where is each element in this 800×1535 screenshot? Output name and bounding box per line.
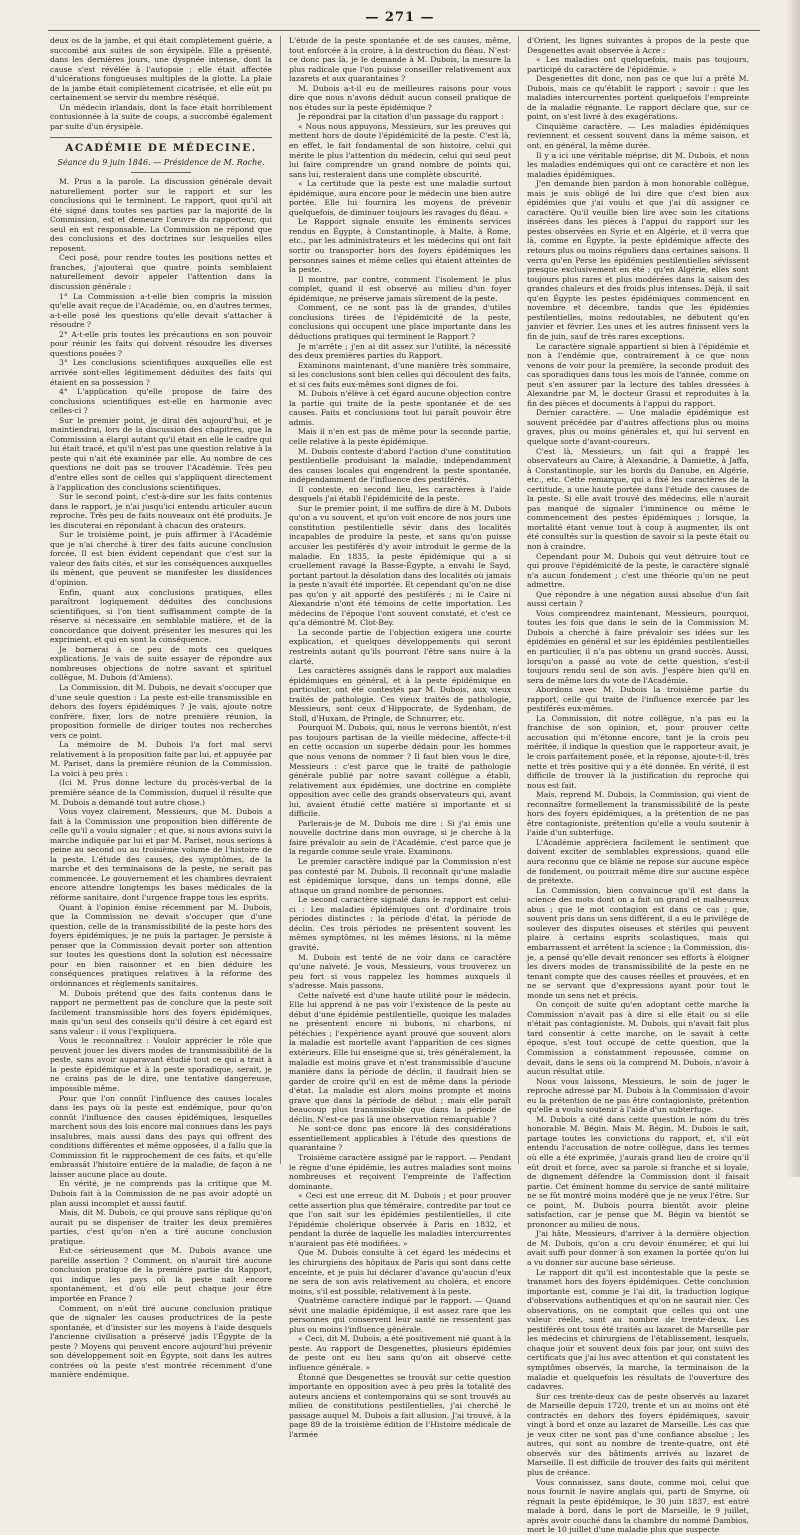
paragraph: Vous connaissez, sans doute, comme moi, celui que nous fournit le navire anglais qui, parti de Smyrne, où régnait la peste épidémique, le 30 juin 1837, est entré malade à bord, dans le port de Marseille, le 9 juillet, après avoir couché dans la chambre du nommé Dambios, mort le 10 juillet d'une maladie plus que suspecte [527, 1477, 749, 1535]
paragraph: Étonné que Desgenettes se trouvât sur cette question importante en opposition avec à peu près la totalité des auteurs anciens et contemporains qui se sont trouvés au milieu de constitutions pestilentielles, j'ai cherché le passage auquel M. Dubois a fait allusion. J'ai trouvé, à la page 89 de la troisième édition de l'Histoire médicale de l'armée [289, 1372, 511, 1439]
paragraph: (Ici M. Prus donne lecture du procès-verbal de la première séance de la Commission, duquel il résulte que M. Dubois a demandé tout autre chose.) [50, 778, 272, 807]
paragraph: Sur le premier point, je dirai dès aujourd'hui, et je maintiendrai, lors de la discussion des chapitres, que la Commission a élargi autant qu'il était en elle le cadre qui lui était tracé, et qu'il n'est pas une question relative à la peste qui n'ait été examinée par elle. Au nombre de ces questions ne doit pas se trouver l'Académie. Très peu d'entre elles sont de celles qui s'appliquent directement à l'application des conclusions scientifiques. [50, 415, 272, 492]
paragraph: Enfin, quant aux conclusions pratiques, elles paraîtront logiquement déduites des conclusions scientifiques, si l'on tient suffisamment compte de la réserve si nécessaire en semblable matière, et de la concordance que doivent présenter les mesures qui les expriment, et qui en sont la conséquence. [50, 587, 272, 645]
paragraph: d'Orient, les lignes suivantes à propos de la peste que Desgenettes avait observée à Acre : [527, 36, 749, 55]
header-rule [48, 30, 760, 31]
paragraph: L'étude de la peste spontanée et de ses causes, même, tout enforcée à la croire, à la destruction du fléau. N'est-ce donc pas là, je le demande à M. Dubois, la mesure la plus radicale que l'on puisse conseiller relativement aux lazarets et aux quarantaines ? [289, 36, 511, 84]
paragraph: On conçoit de suite qu'en adoptant cette marche la Commission n'avait pas à dire si elle était ou si elle n'était pas contagioniste. M. Dubois, qui n'avait fait plus tard consentir à cette marche, on le savait à cette époque, s'est tout occupé de cette question, que la Commission a constamment repoussée, comme on devait, dans le sens où la comprend M. Dubois, n'avoir à aucun résultat utile. [527, 1000, 749, 1077]
paragraph: M. Prus a la parole. La discussion générale devait naturellement porter sur le rapport et sur les conclusions qui le terminent. Le rapport, quoi qu'il ait été signé dans toutes ses parties par la majorité de la Commission, est et demeure l'œuvre du rapporteur, qui seul en est responsable. La Commission ne répond que des conclusions et des doctrines sur lesquelles elles reposent. [50, 177, 272, 253]
session-line: Séance du 9 juin 1846. — Présidence de M. Roche. [57, 158, 265, 168]
paragraph: Pour que l'on connût l'influence des causes locales dans les pays où la peste est endémique, pour qu'on connût l'influence des causes épidémiques, lesquelles marchent sous des lois encore mal connues dans les pays insalubres, mais aussi dans des pays qui offrent des conditions différentes et même opposées, il a fallu que la Commission fit le rapprochement de ces faits, et qu'elle embrassât l'histoire entière de la maladie, de façon à ne laisser aucune place au doute. [50, 1093, 272, 1179]
paragraph: 3° Les conclusions scientifiques auxquelles elle est arrivée sont-elles légitimement déduites des faits qui étaient en sa possession ? [50, 358, 272, 387]
paragraph: Que répondre à une négation aussi absolue d'un fait aussi certain ? [527, 589, 749, 609]
paragraph: Cinquième caractère. — Les maladies épidémiques reviennent et cessent souvent dans la même saison, et ont, en général, la même durée. [527, 121, 749, 151]
paragraph: Le premier caractère indiqué par la Commission n'est pas contesté par M. Dubois. Il reconnaît qu'une maladie est épidémique lorsque, dans un temps donné, elle attaque un grand nombre de personnes. [289, 857, 511, 895]
paragraph: Il montre, par contre, comment l'isolement le plus complet, quand il est observé au milieu d'un foyer épidémique, ne préserve jamais sûrement de la peste. [289, 274, 511, 303]
paragraph: Dernier caractère. — Une maladie épidémique est souvent précédée par d'autres affections plus ou moins graves, plus ou moins générales et, qui lui servent en quelque sorte d'avant-coureurs. [527, 408, 749, 446]
paragraph: En vérité, je ne comprends pas la critique que M. Dubois fait à la Commission de ne pas avoir adopté un plan aussi incomplet et aussi fautif. [50, 1179, 272, 1208]
paragraph: Mais, reprend M. Dubois, la Commission, qui vient de reconnaître formellement la transmissibilité de la peste hors des foyers épidémiques, a la prétention de ne pas être contagioniste, prétention qu'elle a voulu soutenir à l'aide d'un subterfuge. [527, 790, 749, 838]
paragraph: La mémoire de M. Dubois l'a fort mal servi relativement à la proposition faite par lui, et appuyée par M. Pariset, dans la première réunion de la Commission. La voici à peu près : [50, 740, 272, 778]
page-edge-shadow [786, 0, 800, 1177]
paragraph: Quant à l'opinion émise récemment par M. Dubois, que la Commission ne devait s'occuper que d'une question, celle de la transmissibilité de la peste hors des foyers épidémiques, je ne puis la partager. Je persiste à penser que la Commission devait porter son attention sur toutes les questions dont la solution est nécessaire pour en bien raisonner et en bien déduire les conséquences pratiques relatives à la réforme des ordonnances et règlements sanitaires. [50, 902, 272, 988]
column-3-body [527, 36, 749, 1535]
paragraph: Sur le second point, c'est-à-dire sur les faits contenus dans le rapport, je n'ai jusqu'ici entendu articuler aucun reproche. Très peu de faits nouveaux ont été produits. Je les discuterai en répondant à chacun des orateurs. [50, 492, 272, 530]
paragraph: L'Académie appréciera facilement le sentiment que doivent exciter de semblables expressions, quand elle aura reconnu que ce blâme ne repose sur aucune espèce de fondement, ou pourrait même dire sur aucune espèce de prétexte. [527, 837, 749, 886]
column-separator [280, 36, 281, 1164]
paragraph: Je répondrai par la citation d'un passage du rapport : [298, 112, 504, 122]
paragraph: Vous voyez clairement, Messieurs, que M. Dubois a fait à la Commission une proposition bien différente de celle qu'il a voulu signaler ; et que, si nous avions suivi la marche indiquée par lui et par M. Pariset, nous serions à peine au second ou au troisième volume de l'histoire de la peste. L'étude des causes, des symptômes, de la marche et des terminaisons de la peste, ne serait pas commencée. Le gouvernement et les chambres devraient encore attendre longtemps les bases médicales de la réforme sanitaire, dont l'urgence frappe tous les esprits. [50, 807, 272, 903]
paragraph: Vous le reconnaîtrez : Vouloir apprécier le rôle que peuvent jouer les divers modes de transmissibilité de la peste, sans avoir auparavant étudié tout ce qui a trait à la peste épidémique et à la peste sporadique, serait, je ne crains pas de le dire, une tentative dangereuse, impossible même. [50, 1036, 272, 1093]
paragraph: M. Dubois prétend que des faits contenus dans le rapport ne permettent pas de conclure que la peste soit facilement transmissible hors des foyers épidémiques, mais qu'un seul des conseils qu'il désire à cet égard est sans valeur : il vous l'expliquera. [50, 988, 272, 1036]
paragraph: Que M. Dubois consulte à cet égard les médecins et les chirurgiens des hôpitaux de Paris qui sont dans cette enceinte, et je puis lui déclarer d'avance qu'aucun d'eux ne sera de son avis relativement au choléra, et encore moins, s'il est possible, relativement à la peste. [289, 1248, 511, 1296]
column-separator [518, 36, 519, 1164]
paragraph: Les caractères assignés dans le rapport aux maladies épidémiques en général, et à la peste épidémique en particulier, ont été contestés par M. Dubois, aux vieux traités de pathologie. Ces vieux traités de pathologie, Messieurs, sont ceux d'Hippocrate, de Sydenham, de Stoll, d'Huxam, de Pringle, de Schnurrer, etc. [289, 666, 511, 723]
paragraph: Il conteste, en second lieu, les caractères à l'aide desquels j'ai établi l'épidémicité de la peste. [289, 484, 511, 504]
paragraph: M. Dubois a-t-il eu de meilleures raisons pour vous dire que nous n'avons déduit aucun conseil pratique de nos études sur la peste épidémique ? [289, 83, 511, 112]
paragraph: Ne sont-ce donc pas encore là des considérations essentiellement applicables à l'étude des questions de quarantaine ? [289, 1124, 511, 1153]
paragraph: « Nous nous appuyons, Messieurs, sur les preuves qui mettent hors de doute l'épidémicité de la peste. C'est là, en effet, le fait fondamental de son histoire, celui qui mérite le plus l'attention du médecin, celui qui seul peut lui faire comprendre un grand nombre de points qui, sans lui, resteraient dans une complète obscurité. [289, 121, 511, 179]
paragraph: « La certitude que la peste est une maladie surtout épidémique, aura encore pour le médecin une bien autre portée. Elle lui fournira les moyens de prévenir quelquefois, de diminuer toujours les ravages du fléau. » [289, 179, 511, 217]
paragraph: 1° La Commission a-t-elle bien compris la mission qu'elle avait reçue de l'Académie, ou, en d'autres termes, a-t-elle posé les questions qu'elle devait s'attacher à résoudre ? [50, 291, 272, 330]
paragraph: Le caractère signalé appartient si bien à l'épidémie et non à l'endémie que, contrairement à ce que nous venons de voir pour la première, la seconde produit des cas sporadiques dans tous les mois de l'année, comme on peut s'en assurer par la lecture des tables dressées à Alexandrie par M. le docteur Grassi et reproduites à la fin des pièces et documents à l'appui du rapport. [527, 341, 749, 408]
paragraph: Cependant pour M. Dubois qui veut détruire tout ce qui prouve l'épidémicité de la peste, le caractère signalé n'a aucun fondement ; c'est une théorie qu'on ne peut admettre. [527, 551, 749, 590]
paragraph: C'est là, Messieurs, un fait qui a frappé les observateurs au Caire, à Alexandrie, à Damiette, à Jaffa, à Constantinople, sur les bords du Danube, en Algérie, etc., etc. Cette remarque, qui a fixé les caractères de la certitude, a une haute portée dans l'étude des causes de la peste. Si elle avait trouvé des médecins, elle n'aurait pas manqué de signaler l'imminence ou même le commencement des pestes épidémiques ; lorsque, la mortalité étant venue tout à coup à augmenter, ils ont été consultés sur la question de savoir si la peste était ou non à craindre. [527, 446, 749, 551]
paragraph: 2° A-t-elle pris toutes les précautions en son pouvoir pour réunir les faits qui doivent résoudre les diverses questions posées ? [50, 329, 272, 358]
paragraph: Desgenettes dit donc, non pas ce que lui a prêté M. Dubois, mais ce qu'établit le rapport ; savoir : que les maladies intercurrentes portent quelquefois l'empreinte de la maladie régnante. Le rapport déclare que, sur ce point, on s'est livré à des exagérations. [527, 74, 749, 122]
paragraph: Comment, ce ne sont pas là de grandes, d'utiles conclusions tirées de l'épidémicité de la peste, conclusions qui occupent une place importante dans les déductions pratiques qui terminent le Rapport ? [289, 303, 511, 341]
paragraph: M. Dubois conteste d'abord l'action d'une constitution pestilentielle produisant la maladie, indépendamment des causes locales qui engendrent la peste spontanée, indépendamment de l'influence des pestiférés. [289, 446, 511, 485]
paragraph: Examinons maintenant, d'une manière très sommaire, si les conclusions sont bien celles qui découlent des faits, et si ces faits eux-mêmes sont dignes de foi. [289, 360, 511, 389]
paragraph: J'ai hâte, Messieurs, d'arriver à la dernière objection de M. Dubois, qu'on a cru devoir énumérer, et qui lui avait suffi pour donner à son examen la portée qu'on lui a vu donner sur aucune base sérieuse. [527, 1229, 749, 1267]
section-title: ACADÉMIE DE MÉDECINE. [50, 137, 272, 155]
paragraph: Un médecin irlandais, dont la face était horriblement contusionnée à la suite de coups, a succombé également par suite d'un érysipèle. [50, 102, 272, 131]
paragraph: Comment, on n'eût tiré aucune conclusion pratique que de signaler les causes productrices de la peste spontanée, et d'insister sur les moyens à l'aide desquels l'ancienne civilisation a préservé jadis l'Égypte de la peste ? Moyens qui peuvent encore aujourd'hui prévenir son développement soit en Égypte, soit dans les autres contrées où la peste s'est montrée récemment d'une manière endémique. [50, 1303, 272, 1380]
column-2-body [289, 36, 511, 1439]
paragraph: M. Dubois a cité dans cette question le nom du très honorable M. Bégin. Mais M. Bégin, M. Dubois le sait, partage toutes les convictions du rapport, et, s'il eût entendu l'accusation de notre collègue, dans les termes où elle a été exprimée, j'aurais grand lieu de croire qu'il eût droit et force, avec sa parole si franche et si loyale, de dignement défendre la Commission dont il faisait partie. Cet éminent homme du service de santé militaire ne se fût montré moins modéré que je ne veux l'être. Sur ce point, M. Dubois pourra bientôt avoir pleine satisfaction, car je pense que M. Bégin va bientôt se prononcer au milieu de nous. [527, 1114, 749, 1229]
paragraph: Le rapport dit qu'il est incontestable que la peste se transmet hors des foyers épidémiques. Cette conclusion importante est, comme je l'ai dit, la traduction logique d'observations authentiques et qu'on ne saurait nier. Ces observations, on ne comptait que celles qui ont une valeur réelle, sont au nombre de trente-deux. Les pestiférés ont tous été traités au lazaret de Marseille par les médecins et chirurgiens de l'établissement, lesquels, chaque jour et souvent deux fois par jour, ont suivi des certificats que j'ai lus avec attention et qui constatent les symptômes observés, la marche, la terminaison de la maladie et quelquefois les résultats de l'ouverture des cadavres. [527, 1267, 749, 1392]
paragraph: Est-ce sérieusement que M. Dubois avance une pareille assertion ? Comment, on n'aurait tiré aucune conclusion pratique de la première partie du Rapport, qui indique les pays où la peste naît encore spontanément, et d'où elle peut chaque jour être importée en France ? [50, 1246, 272, 1303]
column-1 [50, 36, 272, 1380]
paragraph: Mais, dit M. Dubois, ce qui prouve sans réplique qu'on aurait pu se dispenser de traiter les deux premières parties, c'est qu'on n'en a tiré aucune conclusion pratique. [50, 1208, 272, 1246]
column-2 [289, 36, 511, 1439]
paragraph: Quatrième caractère indiqué par le rapport. — Quand sévit une maladie épidémique, il est assez rare que les personnes qui conservent leur santé ne ressentent pas plus ou moins l'influence générale. [289, 1296, 511, 1334]
paragraph: Parlerais-je de M. Dubois me dire : Si j'ai émis une nouvelle doctrine dans mon ouvrage, si je cherche à la faire prévaloir au sein de l'Académie, c'est parce que je la regarde comme seule vraie. Examinons. [289, 818, 511, 857]
paragraph: M. Dubois n'élève à cet égard aucune objection contre la partie qui traite de la peste spontanée et de ses causes. Faits et conclusions tout lui paraît pouvoir être admis. [289, 389, 511, 427]
paragraph: Ceci posé, pour rendre toutes les positions nettes et franches, j'ajouterai que quatre points semblaient naturellement devoir appeler l'attention dans la discussion générale : [50, 253, 272, 292]
paragraph: Sur ces trente-deux cas de peste observés au lazaret de Marseille depuis 1720, trente et un au moins ont été contractés en dehors des foyers épidémiques, savoir vingt à bord et onze au lazaret de Marseille. Les cas que je veux citer ne sont pas d'une confiance absolue ; les autres, qui sont au nombre de trente-quatre, ont été observés sur des bâtiments arrivés au lazaret de Marseille. Il est difficile de trouver des faits qui méritent plus de créance. [527, 1391, 749, 1478]
paragraph: « Ceci, dit M. Dubois, a été positivement nié quant à la peste. Au rapport de Desgenettes, plusieurs épidémies de peste ont eu lieu sans qu'on ait observé cette influence générale. » [289, 1334, 511, 1373]
paragraph: Sur le premier point, il me suffira de dire à M. Dubois qu'on a vu souvent, et qu'on voit encore de nos jours une constitution pestilentielle sévir dans des localités incapables de produire la peste, et sans qu'on puisse accuser les pestiférés d'y avoir introduit le germe de la maladie. En 1835, la peste épidémique qui a si cruellement ravagé la Basse-Égypte, a envahi le Sayd, portant partout la désolation dans des localités où jamais la peste n'avait été importée. Et cependant qu'on ne dise pas qu'on y ait apporté des pestiférés ; ni le Caire ni Alexandrie n'ont été témoins de cette importation. Les médecins de l'époque l'ont souvent constaté, et c'est ce qu'a démontré M. Clot-Bey. [289, 503, 511, 628]
paragraph: M. Dubois est tenté de ne voir dans ce caractère qu'une naïveté. Je vous, Messieurs, vous trouverez un peu fort si vous rappelez les hommes auxquels il s'adresse. Mais passons. [289, 952, 511, 991]
paragraph: La Commission, dit notre collègue, n'a pas eu la franchise de son opinion, et, pour prouver cette accusation qui m'étonne encore, tant je la crois peu méritée, il indique la question que le rapporteur avait, je le crois parfaitement posée, et la réponse, ajoute-t-il, très nette et très positive qui y a été donnée. En vérité, il est difficile de trouver là la justification du reproche qui nous est fait. [527, 713, 749, 790]
paragraph: La seconde partie de l'objection exigera une courte explication, et quelques développements qui seront restreints autant qu'ils pourront l'être sans nuire à la clarté. [289, 627, 511, 666]
paragraph: Le second caractère signalé dans le rapport est celui-ci : Les maladies épidémiques ont d'ordinaire trois périodes distinctes : la période d'état, la période de déclin. Ces trois périodes ne présentent souvent les mêmes symptômes, ni les mêmes lésions, ni la même gravité. [289, 895, 511, 952]
paragraph: Je bornerai à ce peu de mots ces quelques explications. Je vais de suite essayer de répondre aux nombreuses objections de notre savant et spirituel collègue, M. Dubois (d'Amiens). [50, 644, 272, 683]
paragraph: Cette naïveté est d'une haute utilité pour le médecin. Elle lui apprend à ne pas voir l'existence de la peste au début d'une épidémie pestilentielle, quoique les malades ne présentent encore ni bubons, ni charbons, ni pétéchies ; l'expérience ayant prouvé que souvent alors la maladie est mortelle avant l'apparition de ces signes extérieurs. Elle lui enseigne que si, très généralement, la maladie est moins grave et n'est transmissible d'aucune manière dans la période de déclin, il faudrait bien se garder de croire qu'il en est de même dans la période d'état. La maladie est alors moins prompte et moins grave que dans la période de début ; mais elle paraît beaucoup plus transmissible que dans la période de déclin. N'est-ce pas là une observation remarquable ? [289, 990, 511, 1124]
paragraph: J'en demande bien pardon à mon honorable collègue, mais je suis obligé de lui dire que c'est bien aux épidémies que j'ai voulu et que j'ai dû assigner ce caractère. Qu'il veuille bien lire avec soin les citations insérées dans les pièces à l'appui du rapport sur les pestes observées en Syrie et en Algérie, et il verra que là, comme en Égypte, la peste épidémique affecte des retours plus ou moins réguliers dans certaines saisons. Il verra qu'en Perse les épidémies pestilentielles sévissent presque exclusivement en été ; qu'en Algérie, elles sont toujours plus rares et plus modérées dans la saison des grandes chaleurs et des froids plus intenses. Déjà, il sait qu'en Égypte les pestes épidémiques commencent en novembre et décembre, tandis que les épidémies pestilentielles, moins redoutables, ne débutent qu'en janvier et février. Les unes et les autres finissent vers la fin de juin, sauf de très rares exceptions. [527, 179, 749, 341]
paragraph: deux os de la jambe, et qui était complètement guérie, a succombé aux suites de son érysipèle. Elle a présenté, dans les dernières jours, une dyspnée intense, dont la cause s'est révélée à l'autopsie ; elle était affectée d'ulcérations fongueuses multiples de la glotte. La plaie de la jambe était complètement cicatrisée, et elle eût pu certainement se servir du membre réséqué. [50, 36, 272, 103]
paragraph: « Les maladies ont quelquefois, mais pas toujours, participé du caractère de l'épidémie. » [527, 55, 749, 74]
paragraph: La Commission, dit M. Dubois, ne devait s'occuper que d'une seule question : La peste est-elle transmissible en dehors des foyers épidémiques ? Je vais, ajoute notre confrère, fixer, lors de notre première réunion, la proposition formelle de diriger toutes nos recherches vers ce point. [50, 683, 272, 740]
paragraph: Nous vous laissons, Messieurs, le soin de juger le reproche adressé par M. Dubois à la Commission d'avoir eu la prétention de ne pas être contagioniste, prétention qu'elle a voulu soutenir à l'aide d'un subterfuge. [527, 1076, 749, 1115]
paragraph: Pourquoi M. Dubois, qui, nous le verrons bientôt, n'est pas toujours partisan de la vieille médecine, affecte-t-il en cette occasion un superbe dédain pour les hommes que nous venons de nommer ? Il faut bien vous le dire, Messieurs : c'est parce que le traité de pathologie générale publié par notre savant collègue a établi, relativement aux épidémies, une doctrine en complète opposition avec celle des grands observateurs qui, avant lui, avaient étudié cette matière si importante et si difficile. [289, 723, 511, 819]
session-rule [131, 172, 191, 173]
paragraph: La Commission, bien convaincue qu'il est dans la science des mots dont on a fait un grand et malheureux abus ; que le mot contagion est dans ce cas ; que, souvent pris dans un sens différent, il a eu le privilège de soulever des disputes oiseuses et stériles qui peuvent plaire à certains esprits scolastiques, mais qui embarrassent et arrêtent la science ; la Commission, dis-je, a pensé qu'elle devait renoncer ses efforts à éloigner les divers modes de transmissibilité de la peste en ne tenant compte que des causes réelles et prouvées, et en ne se servant que d'expressions ayant pour tout le monde un sens net et précis. [527, 885, 749, 1000]
paragraph: Vous comprendrez maintenant, Messieurs, pourquoi, toutes les fois que dans le sein de la Commission M. Dubois a cherché à faire prévaloir ses idées sur les épidémies en général et sur les épidémies pestilentielles en particulier, il n'a pas obtenu un grand succès. Aussi, lorsqu'on a passé au vote de cette question, s'est-il toujours rendu seul de son avis. J'espère bien qu'il en sera de même lors du vote de l'Académie. [527, 608, 749, 685]
paragraph: « Ceci est une erreur, dit M. Dubois ; et pour prouver cette assertion plus que téméraire, contredite par tout ce que l'on sait sur les épidémies pestilentielles, il cite l'épidémie cholérique observée à Paris en 1832, et pendant la durée de laquelle les maladies intercurrentes n'auraient pas été modifiées. » [289, 1191, 511, 1248]
paragraph: 4° L'application qu'elle propose de faire des conclusions scientifiques est-elle en harmonie avec celles-ci ? [50, 387, 272, 416]
paragraph: Abordons avec M. Dubois la troisième partie du rapport, celle qui traite de l'influence exercée par les pestiférés eux-mêmes. [527, 685, 749, 714]
paragraph: Il y a ici une véritable méprise, dit M. Dubois, et nous les maladies endémiques qui ont ce caractère et non les maladies épidémiques. [527, 150, 749, 179]
column-3 [527, 36, 749, 1535]
column-1-body [50, 177, 272, 1380]
paragraph: Troisième caractère assigné par le rapport. — Pendant le règne d'une épidémie, les autres maladies sont moins nombreuses et reçoivent l'empreinte de l'affection dominante. [289, 1152, 511, 1191]
paragraph: Mais il n'en est pas de même pour la seconde partie, celle relative à la peste épidémique. [289, 427, 511, 446]
page-number: — 271 — [365, 10, 435, 25]
paragraph: Je m'arrête ; j'en ai dit assez sur l'utilité, la nécessité des deux premières parties du Rapport. [289, 341, 511, 361]
paragraph: Sur le troisième point, je puis affirmer à l'Académie que je n'ai cherché à tirer des faits aucune conclusion forcée. Il est bien évident cependant que c'est sur la valeur des faits cités, et sur les conséquences auxquelles ils mènent, que peuvent se manifester les dissidences d'opinion. [50, 530, 272, 587]
paragraph: Le Rapport signale ensuite les éminents services rendus en Égypte, à Constantinople, à Malte, à Rome, etc., par les administrateurs et les médecins qui ont fait sortir ou transporter hors des foyers épidémiques les personnes saines et même celles qui étaient atteintes de la peste. [289, 217, 511, 275]
